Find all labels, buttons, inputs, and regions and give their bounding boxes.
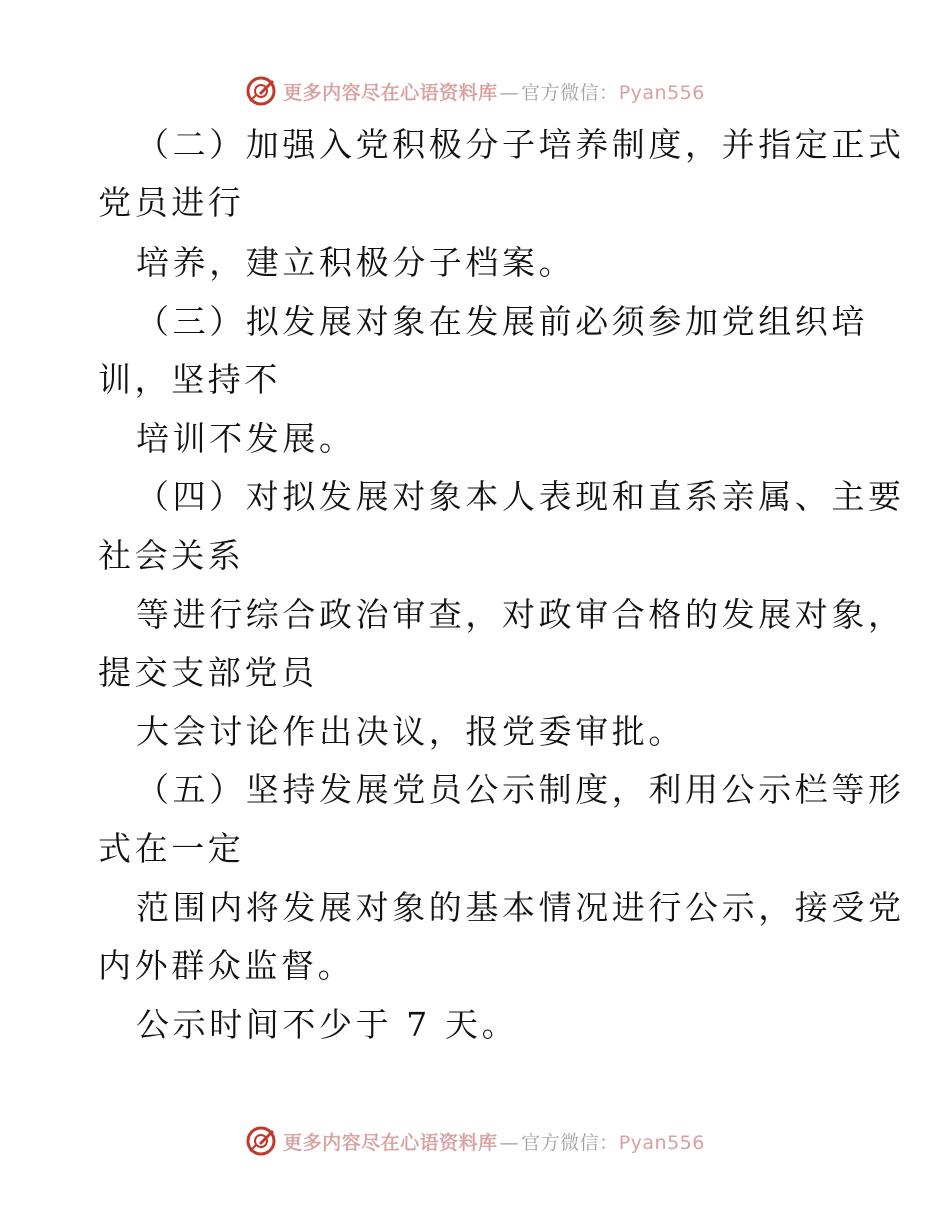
body-line: 范围内将发展对象的基本情况进行公示，接受党 — [136, 888, 905, 927]
body-line: 大会讨论作出决议，报党委审批。 — [136, 712, 685, 751]
body-line: 提交支部党员 — [98, 653, 318, 692]
brand-logo-icon — [245, 1125, 277, 1157]
body-line: 训，坚持不 — [98, 360, 281, 399]
body-line: 等进行综合政治审查，对政审合格的发展对象， — [136, 595, 905, 634]
footer-watermark — [0, 1121, 950, 1161]
header-watermark — [0, 71, 950, 111]
body-line: 培训不发展。 — [136, 419, 356, 458]
body-line: （五）坚持发展党员公示制度，利用公示栏等形 — [136, 770, 905, 809]
brand-logo-icon — [245, 75, 277, 107]
body-line: 培养，建立积极分子档案。 — [136, 243, 576, 282]
body-line: 内外群众监督。 — [98, 946, 355, 985]
watermark-text: 更多内容尽在心语资料库 — 官方微信：Pyan556 — [283, 81, 705, 104]
body-line: 社会关系 — [98, 536, 245, 575]
body-line: （二）加强入党积极分子培养制度，并指定正式 — [136, 125, 905, 164]
body-line: （四）对拟发展对象本人表现和直系亲属、主要 — [136, 477, 905, 516]
watermark-text: 更多内容尽在心语资料库 — 官方微信：Pyan556 — [283, 1131, 705, 1154]
body-line: 公示时间不少于 7 天。 — [136, 1005, 519, 1044]
body-line: 式在一定 — [98, 829, 245, 868]
body-line: 党员进行 — [98, 183, 245, 222]
body-line: （三）拟发展对象在发展前必须参加党组织培 — [136, 302, 868, 341]
